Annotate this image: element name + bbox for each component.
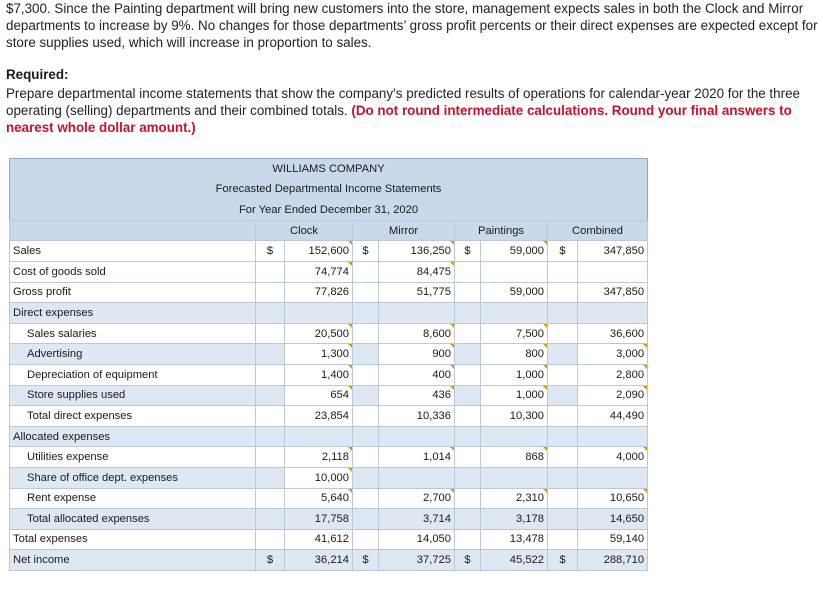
salaries-combined: 36,600 [578, 323, 648, 344]
office-share-mirror [379, 467, 455, 488]
blank-cell [256, 385, 285, 406]
total-direct-clock: 23,854 [285, 406, 353, 427]
blank-cell [353, 529, 379, 550]
row-total-allocated-expenses [10, 509, 648, 530]
col-header-mirror: Mirror [353, 220, 455, 241]
blank-cell [256, 488, 285, 509]
blank-cell [548, 385, 578, 406]
utilities-paintings-input[interactable]: 868 [481, 447, 548, 468]
blank-cell [353, 406, 379, 427]
blank-cell [353, 488, 379, 509]
blank-cell [256, 509, 285, 530]
blank-cell [548, 529, 578, 550]
office-share-paintings [481, 467, 548, 488]
office-share-combined [578, 467, 648, 488]
rounding-note: (Do not round intermediate calculations. Round your final answers to nearest whole dollar amount.) [6, 103, 792, 135]
cogs-combined [578, 261, 648, 282]
blank-cell [548, 323, 578, 344]
blank-cell [455, 488, 481, 509]
blank-cell [548, 488, 578, 509]
blank-cell [455, 426, 481, 447]
dollar-sign: $ [353, 241, 379, 262]
statement-period: For Year Ended December 31, 2020 [10, 200, 648, 221]
blank-cell [256, 364, 285, 385]
blank-cell [455, 509, 481, 530]
total-expenses-clock: 41,612 [285, 529, 353, 550]
row-label[interactable]: Depreciation of equipment [10, 364, 256, 385]
gross-profit-mirror: 51,775 [379, 282, 455, 303]
intro-paragraph: $7,300. Since the Painting department will bring new customers into the store, management expects sales in both the Clock and Mirror departments to increase by 9%. No changes for those departments’ gross profit percents or their direct expenses are expected except for store supplies used, which will increase in proportion to sales. [6, 1, 818, 50]
row-gross-profit [10, 282, 648, 303]
required-instructions [6, 85, 818, 136]
blank-cell [548, 447, 578, 468]
blank-cell [548, 344, 578, 365]
blank-cell [548, 303, 578, 324]
blank-cell [285, 426, 353, 447]
row-label[interactable]: Cost of goods sold [10, 261, 256, 282]
rent-mirror-input[interactable]: 2,700 [379, 488, 455, 509]
cogs-clock-input[interactable]: 74,774 [285, 261, 353, 282]
blank-cell [256, 467, 285, 488]
blank-cell [548, 261, 578, 282]
section-label: Allocated expenses [10, 426, 256, 447]
salaries-paintings-input[interactable]: 7,500 [481, 323, 548, 344]
row-allocated-expenses-heading [10, 426, 648, 447]
net-income-paintings: 45,522 [481, 550, 548, 571]
blank-cell [379, 426, 455, 447]
blank-cell [256, 303, 285, 324]
row-label[interactable]: Sales [10, 241, 256, 262]
blank-cell [455, 406, 481, 427]
advertising-clock-input[interactable]: 1,300 [285, 344, 353, 365]
row-label[interactable]: Utilities expense [10, 447, 256, 468]
blank-cell [578, 426, 648, 447]
sales-mirror-input[interactable]: 136,250 [379, 241, 455, 262]
blank-cell [256, 406, 285, 427]
rent-combined-input[interactable]: 10,650 [578, 488, 648, 509]
utilities-mirror-input[interactable]: 1,014 [379, 447, 455, 468]
row-total-direct-expenses [10, 406, 648, 427]
depreciation-combined-input[interactable]: 2,800 [578, 364, 648, 385]
advertising-mirror-input[interactable]: 900 [379, 344, 455, 365]
total-allocated-combined: 14,650 [578, 509, 648, 530]
blank-cell [353, 282, 379, 303]
sales-clock-input[interactable]: 152,600 [285, 241, 353, 262]
blank-cell [481, 303, 548, 324]
blank-cell [455, 323, 481, 344]
blank-cell [379, 303, 455, 324]
salaries-mirror-input[interactable]: 8,600 [379, 323, 455, 344]
blank-cell [353, 344, 379, 365]
row-label: Total direct expenses [10, 406, 256, 427]
gross-profit-paintings: 59,000 [481, 282, 548, 303]
col-header-combined: Combined [548, 220, 648, 241]
blank-cell [353, 447, 379, 468]
total-direct-combined: 44,490 [578, 406, 648, 427]
blank-cell [256, 282, 285, 303]
blank-cell [455, 364, 481, 385]
dollar-sign: $ [256, 241, 285, 262]
blank-cell [455, 344, 481, 365]
blank-cell [285, 303, 353, 324]
required-heading: Required: [6, 67, 69, 82]
row-label[interactable]: Store supplies used [10, 385, 256, 406]
blank-cell [353, 426, 379, 447]
rent-paintings-input[interactable]: 2,310 [481, 488, 548, 509]
net-income-combined: 288,710 [578, 550, 648, 571]
blank-cell [256, 323, 285, 344]
row-label[interactable]: Gross profit [10, 282, 256, 303]
required-text: Prepare departmental income statements that show the company’s predicted results of operations for calendar-year 2020 for the three operating (selling) departments and their combined totals. [6, 86, 800, 118]
total-allocated-clock: 17,758 [285, 509, 353, 530]
blank-cell [455, 303, 481, 324]
utilities-clock-input[interactable]: 2,118 [285, 447, 353, 468]
blank-cell [548, 406, 578, 427]
row-cogs [10, 261, 648, 282]
net-income-mirror: 37,725 [379, 550, 455, 571]
office-share-clock-input[interactable]: 10,000 [285, 467, 353, 488]
advertising-combined-input[interactable]: 3,000 [578, 344, 648, 365]
blank-cell [548, 282, 578, 303]
dollar-sign: $ [256, 550, 285, 571]
blank-cell [548, 467, 578, 488]
blank-cell [256, 529, 285, 550]
row-advertising [10, 344, 648, 365]
depreciation-clock-input[interactable]: 1,400 [285, 364, 353, 385]
cogs-paintings [481, 261, 548, 282]
row-office-share [10, 467, 648, 488]
total-allocated-mirror: 3,714 [379, 509, 455, 530]
net-income-clock: 36,214 [285, 550, 353, 571]
supplies-clock-input[interactable]: 654 [285, 385, 353, 406]
blank-cell [256, 261, 285, 282]
company-name: WILLIAMS COMPANY [10, 159, 648, 180]
blank-cell [256, 447, 285, 468]
total-expenses-combined: 59,140 [578, 529, 648, 550]
row-net-income [10, 550, 648, 571]
total-allocated-paintings: 3,178 [481, 509, 548, 530]
supplies-combined-input[interactable]: 2,090 [578, 385, 648, 406]
blank-cell [455, 529, 481, 550]
row-label: Sales salaries [10, 323, 256, 344]
supplies-paintings-input[interactable]: 1,000 [481, 385, 548, 406]
row-label[interactable]: Net income [10, 550, 256, 571]
row-label[interactable]: Rent expense [10, 488, 256, 509]
income-statement-table [9, 158, 648, 571]
dollar-sign: $ [353, 550, 379, 571]
blank-cell [548, 509, 578, 530]
row-label: Total expenses [10, 529, 256, 550]
row-direct-expenses-heading [10, 303, 648, 324]
row-store-supplies [10, 385, 648, 406]
dollar-sign: $ [548, 550, 578, 571]
salaries-clock-input[interactable]: 20,500 [285, 323, 353, 344]
row-label: Advertising [10, 344, 256, 365]
row-depreciation [10, 364, 648, 385]
blank-cell [353, 385, 379, 406]
cogs-mirror-input[interactable]: 84,475 [379, 261, 455, 282]
sales-paintings-input[interactable]: 59,000 [481, 241, 548, 262]
row-label[interactable]: Share of office dept. expenses [10, 467, 256, 488]
blank-cell [548, 364, 578, 385]
row-total-expenses [10, 529, 648, 550]
section-label: Direct expenses [10, 303, 256, 324]
blank-cell [353, 323, 379, 344]
utilities-combined-input[interactable]: 4,000 [578, 447, 648, 468]
supplies-mirror-input[interactable]: 436 [379, 385, 455, 406]
gross-profit-clock: 77,826 [285, 282, 353, 303]
row-sales-salaries [10, 323, 648, 344]
total-expenses-mirror: 14,050 [379, 529, 455, 550]
total-direct-paintings: 10,300 [481, 406, 548, 427]
dollar-sign: $ [455, 550, 481, 571]
col-header-clock: Clock [256, 220, 353, 241]
depreciation-paintings-input[interactable]: 1,000 [481, 364, 548, 385]
blank-cell [353, 303, 379, 324]
row-sales [10, 241, 648, 262]
blank-cell [353, 467, 379, 488]
blank-cell [548, 426, 578, 447]
total-expenses-paintings: 13,478 [481, 529, 548, 550]
blank-cell [256, 344, 285, 365]
blank-cell [455, 447, 481, 468]
depreciation-mirror-input[interactable]: 400 [379, 364, 455, 385]
row-rent [10, 488, 648, 509]
col-header-paintings: Paintings [455, 220, 548, 241]
header-blank [10, 220, 256, 241]
sales-combined: 347,850 [578, 241, 648, 262]
blank-cell [455, 261, 481, 282]
advertising-paintings-input[interactable]: 800 [481, 344, 548, 365]
blank-cell [353, 261, 379, 282]
total-direct-mirror: 10,336 [379, 406, 455, 427]
blank-cell [256, 426, 285, 447]
gross-profit-combined: 347,850 [578, 282, 648, 303]
row-label: Total allocated expenses [10, 509, 256, 530]
dollar-sign: $ [548, 241, 578, 262]
blank-cell [578, 303, 648, 324]
statement-title: Forecasted Departmental Income Statements [10, 179, 648, 200]
blank-cell [353, 364, 379, 385]
dollar-sign: $ [455, 241, 481, 262]
rent-clock-input[interactable]: 5,640 [285, 488, 353, 509]
blank-cell [455, 282, 481, 303]
blank-cell [481, 426, 548, 447]
blank-cell [455, 467, 481, 488]
row-utilities [10, 447, 648, 468]
blank-cell [455, 385, 481, 406]
blank-cell [353, 509, 379, 530]
